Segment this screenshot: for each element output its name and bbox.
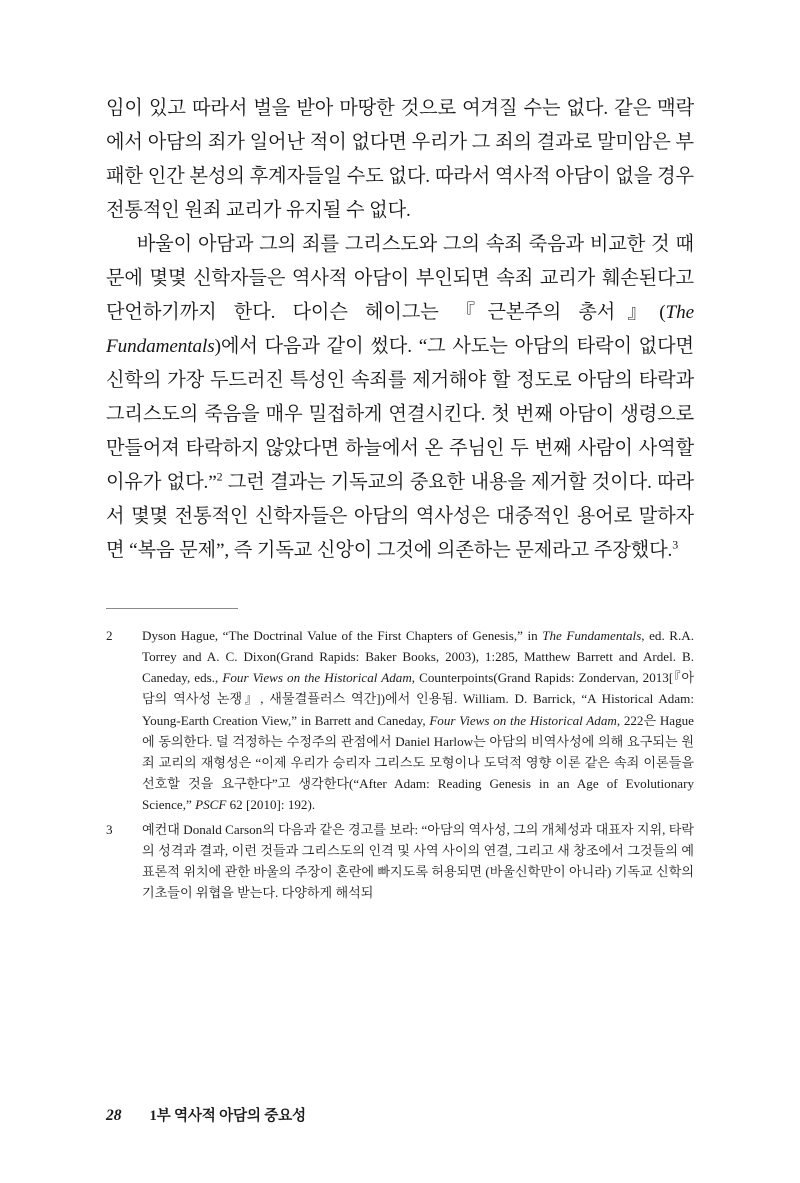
page-footer	[106, 1104, 306, 1125]
plain-text: , ed. R.A. Torrey and A. C. Dixon(Grand Rapids: Baker Books, 2003), 1:285, Matthew Barrett and Ardel. B. Caneday, eds.,	[142, 627, 694, 686]
plain-text: , Counterpoints(Grand Rapids: Zondervan, 2013[『아담의 역사성 논쟁』, 새물결플러스 역간])에서 인용됨. William. D. Barrick, “A Historical Adam: Young-Earth Creation View,” in Barrett and Caneday,	[142, 670, 694, 728]
footnote-reference: 2	[216, 469, 223, 484]
plain-text: 바울이 아담과 그의 죄를 그리스도와 그의 속죄 죽음과 비교한 것 때문에 몇몇 신학자들은 역사적 아담이 부인되면 속죄 교리가 훼손된다고 단언하기까지 한다. 다이슨 헤이그는 『근본주의 총서』(	[106, 233, 694, 323]
body-paragraph-1	[106, 92, 694, 228]
footnote-reference: 3	[672, 537, 679, 552]
italic-text: Four Views on the Historical Adam	[222, 670, 412, 686]
plain-text: , 222은 Hague에 동의한다. 덜 걱정하는 수정주의 관점에서 Daniel Harlow는 아담의 비역사성에 의해 요구되는 원죄 교리의 재형성은 “이제 우리가 승리자 그리스도 모형이나 도덕적 영향 이론 같은 속죄 이론들을 선호할 것을 요구한다”고 생각한다(“After Adam: Reading Genesis in an Age of Evolutionary Science,”	[142, 712, 694, 813]
running-head: 1부 역사적 아담의 중요성	[149, 1108, 306, 1124]
plain-text: )에서 다음과 같이 썼다. “그 사도는 아담의 타락이 없다면 신학의 가장 두드러진 특성인 속죄를 제거해야 할 정도로 아담의 타락과 그리스도의 죽음을 매우 밀접하게 연결시킨다. 첫 번째 아담이 생령으로 만들어져 타락하지 않았다면 하늘에서 온 주님인 두 번째 사람이 사역할 이유가 없다.”	[106, 335, 694, 493]
italic-text: Four Views on the Historical Adam	[429, 712, 617, 728]
plain-text: Dyson Hague, “The Doctrinal Value of the First Chapters of Genesis,” in	[142, 627, 543, 643]
plain-text: 예컨대 Donald Carson의 다음과 같은 경고를 보라: “아담의 역사성, 그의 개체성과 대표자 지위, 타락의 성격과 결과, 이런 것들과 그리스도의 인격 및 사역 사이의 연결, 그리고 새 창조에서 그것들의 예표론적 위치에 관한 바울의 주장이 혼란에 빠지도록 허용되면 (바울신학만이 아니라) 기독교 신학의 기초들이 위협을 받는다. 다양하게 해석되	[142, 821, 694, 901]
footnote-entry	[106, 819, 694, 904]
italic-text: The Fundamentals	[106, 301, 694, 357]
page-number: 28	[106, 1107, 122, 1124]
footnote-number: 3	[106, 821, 113, 837]
footnote-text	[142, 625, 694, 816]
footnote-separator-rule	[106, 608, 238, 609]
footnote-entry	[106, 625, 694, 816]
italic-text: PSCF	[195, 797, 227, 813]
body-text-block	[106, 92, 694, 568]
plain-text: 62 [2010]: 192).	[226, 797, 316, 813]
body-paragraph-2	[106, 228, 694, 568]
plain-text: 임이 있고 따라서 벌을 받아 마땅한 것으로 여겨질 수는 없다. 같은 맥락에서 아담의 죄가 일어난 적이 없다면 우리가 그 죄의 결과로 말미암은 부패한 인간 본성의 후계자들일 수도 없다. 따라서 역사적 아담이 없을 경우 전통적인 원죄 교리가 유지될 수 없다.	[106, 98, 694, 221]
plain-text: 그런 결과는 기독교의 중요한 내용을 제거할 것이다. 따라서 몇몇 전통적인 신학자들은 아담의 역사성은 대중적인 용어로 말하자면 “복음 문제”, 즉 기독교 신앙이 그것에 의존하는 문제라고 주장했다.	[106, 471, 694, 561]
footnote-number: 2	[106, 627, 113, 643]
italic-text: The Fundamentals	[542, 627, 642, 643]
footnote-text	[142, 819, 694, 904]
footnotes-block	[106, 625, 694, 904]
